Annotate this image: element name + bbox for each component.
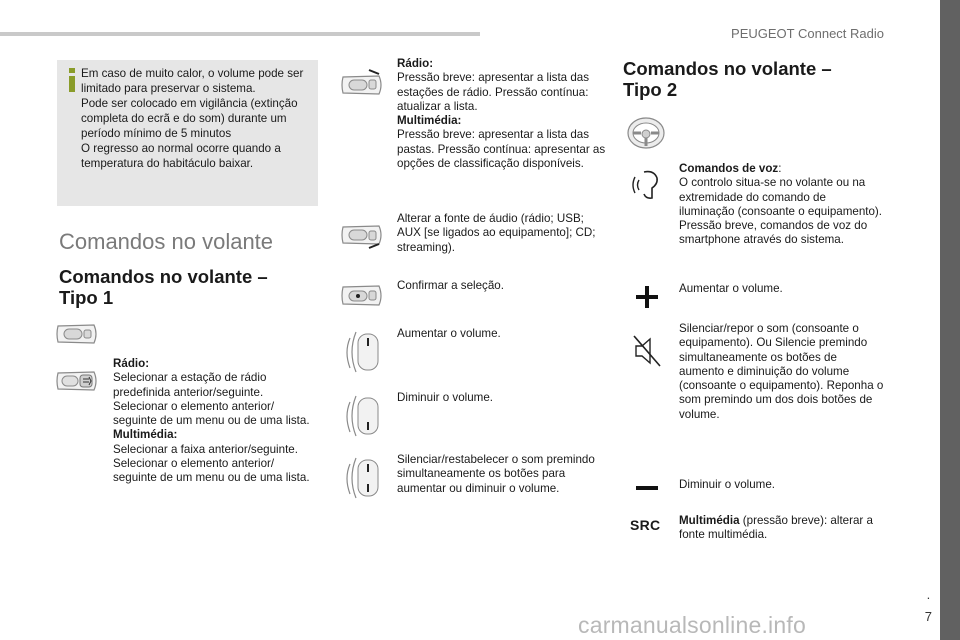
type2-vol-down: Diminuir o volume. [679, 478, 775, 491]
steering-control-icon [54, 322, 100, 346]
volume-up-rocker-icon [342, 328, 382, 376]
side-strip [940, 0, 960, 640]
middle-media-label: Multimédia: [397, 114, 462, 128]
voice-command-icon [630, 168, 664, 202]
watermark: carmanualsonline.info [578, 612, 806, 638]
thumbwheel-icon [54, 369, 100, 393]
source-button-icon [339, 222, 385, 252]
type1-description [113, 357, 318, 486]
page-number-value: 7 [924, 609, 932, 624]
type2-voice [679, 162, 884, 248]
minus-icon [634, 480, 660, 496]
middle-item5: Diminuir o volume. [397, 391, 493, 404]
type1-title [59, 266, 268, 308]
note-line-3: O regresso ao normal ocorre quando a temperatura do habitáculo baixar. [81, 142, 281, 170]
type1-title-line1: Comandos no volante – [59, 266, 268, 287]
type2-title-line1: Comandos no volante – [623, 58, 832, 79]
middle-item2: Alterar a fonte de áudio (rádio; USB; AUX [se ligados ao equipamento]; CD; streaming). [397, 212, 596, 254]
middle-item3: Confirmar a seleção. [397, 279, 504, 292]
note-text [81, 66, 313, 171]
section-title: Comandos no volante [59, 229, 274, 254]
type2-title-line2: Tipo 2 [623, 79, 678, 100]
list-button-icon [339, 68, 385, 100]
info-icon [65, 66, 79, 94]
middle-item6: Silenciar/restabelecer o som premindo simultaneamente os botões para aumentar ou diminuir o volume. [397, 453, 595, 495]
middle-radio-label: Rádio: [397, 57, 434, 70]
voice-label-colon: : [778, 162, 782, 175]
mute-icon [632, 334, 662, 368]
middle-media-text: Pressão breve: apresentar a lista das pastas. Pressão contínua: apresentar as opções de classificação disponíveis. [397, 128, 606, 171]
type1-radio-text: Selecionar a estação de rádio predefinida anterior/seguinte. Selecionar o elemento anterior/ seguinte de um menu ou de uma lista. [113, 371, 310, 428]
type2-vol-up: Aumentar o volume. [679, 282, 783, 295]
type1-title-line2: Tipo 1 [59, 287, 114, 308]
note-line-2: Pode ser colocado em vigilância (extinção completa do ecrã e do som) durante um período mínimo de 5 minutos [81, 97, 298, 140]
type2-mute: Silenciar/repor o som (consoante o equipamento). Ou Silencie premindo simultaneamente os botões de aumento e diminuição do volume (consoante o equipamento). Reponha o som premindo um dos dois botões de volume. [679, 322, 884, 421]
header-rule [0, 32, 480, 36]
volume-down-rocker-icon [342, 392, 382, 440]
plus-icon [634, 284, 660, 310]
confirm-button-icon [339, 284, 385, 308]
middle-item4: Aumentar o volume. [397, 327, 501, 340]
note-line-1: Em caso de muito calor, o volume pode ser limitado para preservar o sistema. [81, 67, 304, 95]
page-number [925, 584, 932, 628]
header-title: PEUGEOT Connect Radio [731, 26, 884, 41]
mute-rocker-icon [342, 454, 382, 502]
middle-item1 [397, 57, 607, 171]
type2-src [679, 514, 884, 543]
voice-label: Comandos de voz [679, 162, 779, 175]
type2-title [623, 58, 832, 100]
middle-radio-text: Pressão breve: apresentar a lista das estações de rádio. Pressão contínua: atualizar a lista. [397, 71, 590, 113]
type1-multimedia-label: Multimédia: [113, 428, 178, 442]
voice-text: O controlo situa-se no volante ou na extremidade do comando de iluminação (consoante o equipamento). Pressão breve, comandos de voz do smartphone através do sistema. [679, 176, 883, 247]
page-dot: . [926, 587, 931, 602]
src-symbol: SRC [630, 517, 661, 533]
steering-wheel-icon [626, 116, 666, 150]
src-label: Multimédia [679, 514, 740, 527]
info-note [57, 60, 318, 206]
src-text: (pressão breve): alterar a fonte multimédia. [679, 514, 873, 542]
type1-multimedia-text: Selecionar a faixa anterior/seguinte. Selecionar o elemento anterior/ seguinte de um menu ou de uma lista. [113, 442, 310, 485]
type1-radio-label: Rádio: [113, 357, 150, 370]
